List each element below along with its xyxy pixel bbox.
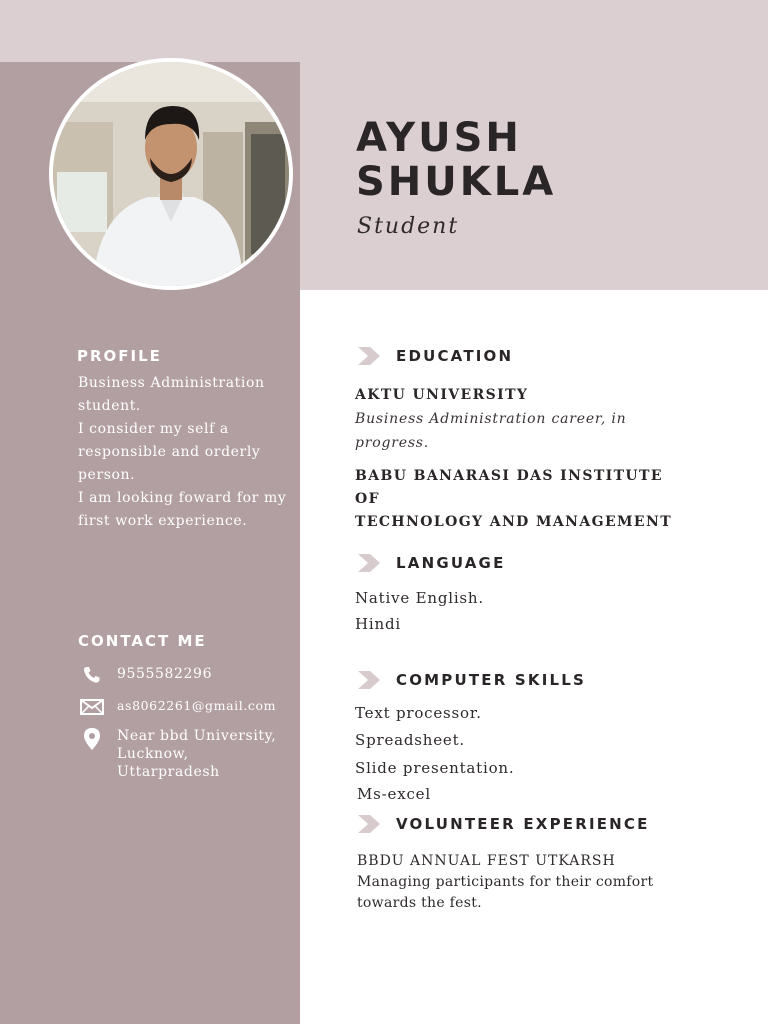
role-title: Student bbox=[357, 214, 460, 239]
language-item: Native English. bbox=[355, 589, 484, 607]
envelope-icon bbox=[80, 697, 104, 717]
volunteer-detail: Managing participants for their comfort bbox=[357, 874, 654, 890]
contact-address-row bbox=[80, 727, 276, 781]
profile-text bbox=[78, 372, 288, 533]
language-item: Hindi bbox=[355, 615, 401, 633]
profile-photo bbox=[49, 58, 293, 290]
school-name: BABU BANARASI DAS INSTITUTE OF bbox=[355, 468, 663, 507]
skill-item: Spreadsheet. bbox=[355, 731, 465, 749]
chevron-right-icon bbox=[356, 554, 382, 572]
school-name-line2: TECHNOLOGY AND MANAGEMENT bbox=[355, 514, 673, 530]
person-name bbox=[356, 116, 556, 204]
location-pin-icon bbox=[80, 727, 104, 751]
contact-phone-row bbox=[80, 665, 212, 685]
chevron-right-icon bbox=[356, 815, 382, 833]
chevron-right-icon bbox=[356, 347, 382, 365]
skill-item: Slide presentation. bbox=[355, 759, 515, 777]
profile-line: Business Administration student. bbox=[78, 375, 265, 414]
education-heading: EDUCATION bbox=[396, 347, 514, 365]
language-section-header bbox=[356, 554, 506, 572]
contact-phone: 9555582296 bbox=[117, 666, 213, 682]
skill-item: Ms-excel bbox=[357, 785, 431, 803]
education-section-header bbox=[356, 347, 513, 365]
first-name: AYUSH bbox=[356, 115, 522, 161]
contact-email-row bbox=[80, 697, 276, 717]
profile-line: I consider my self a responsible and orderly person. bbox=[78, 421, 261, 483]
address-line: Lucknow, bbox=[117, 746, 189, 762]
address-line: Near bbd University, bbox=[117, 728, 277, 744]
computer-skills-section-header bbox=[356, 671, 586, 689]
contact-heading: CONTACT ME bbox=[78, 632, 207, 650]
profile-line: I am looking foward for my first work experience. bbox=[78, 490, 287, 529]
education-content bbox=[355, 384, 675, 534]
last-name: SHUKLA bbox=[356, 159, 557, 205]
skill-item: Text processor. bbox=[355, 704, 482, 722]
school-detail: Business Administration career, in progress. bbox=[355, 411, 627, 451]
volunteer-content bbox=[357, 851, 697, 914]
phone-icon bbox=[80, 665, 104, 685]
volunteer-heading: VOLUNTEER EXPERIENCE bbox=[396, 815, 650, 833]
profile-heading: PROFILE bbox=[77, 347, 162, 365]
contact-address bbox=[117, 727, 276, 781]
computer-skills-heading: COMPUTER SKILLS bbox=[396, 671, 587, 689]
address-line: Uttarpradesh bbox=[117, 764, 220, 780]
chevron-right-icon bbox=[356, 671, 382, 689]
volunteer-section-header bbox=[356, 815, 650, 833]
contact-email: as8062261@gmail.com bbox=[117, 698, 277, 713]
school-name: AKTU UNIVERSITY bbox=[355, 387, 529, 403]
volunteer-title: BBDU ANNUAL FEST UTKARSH bbox=[357, 853, 616, 869]
volunteer-detail-line2: towards the fest. bbox=[357, 895, 482, 911]
language-heading: LANGUAGE bbox=[396, 554, 506, 572]
